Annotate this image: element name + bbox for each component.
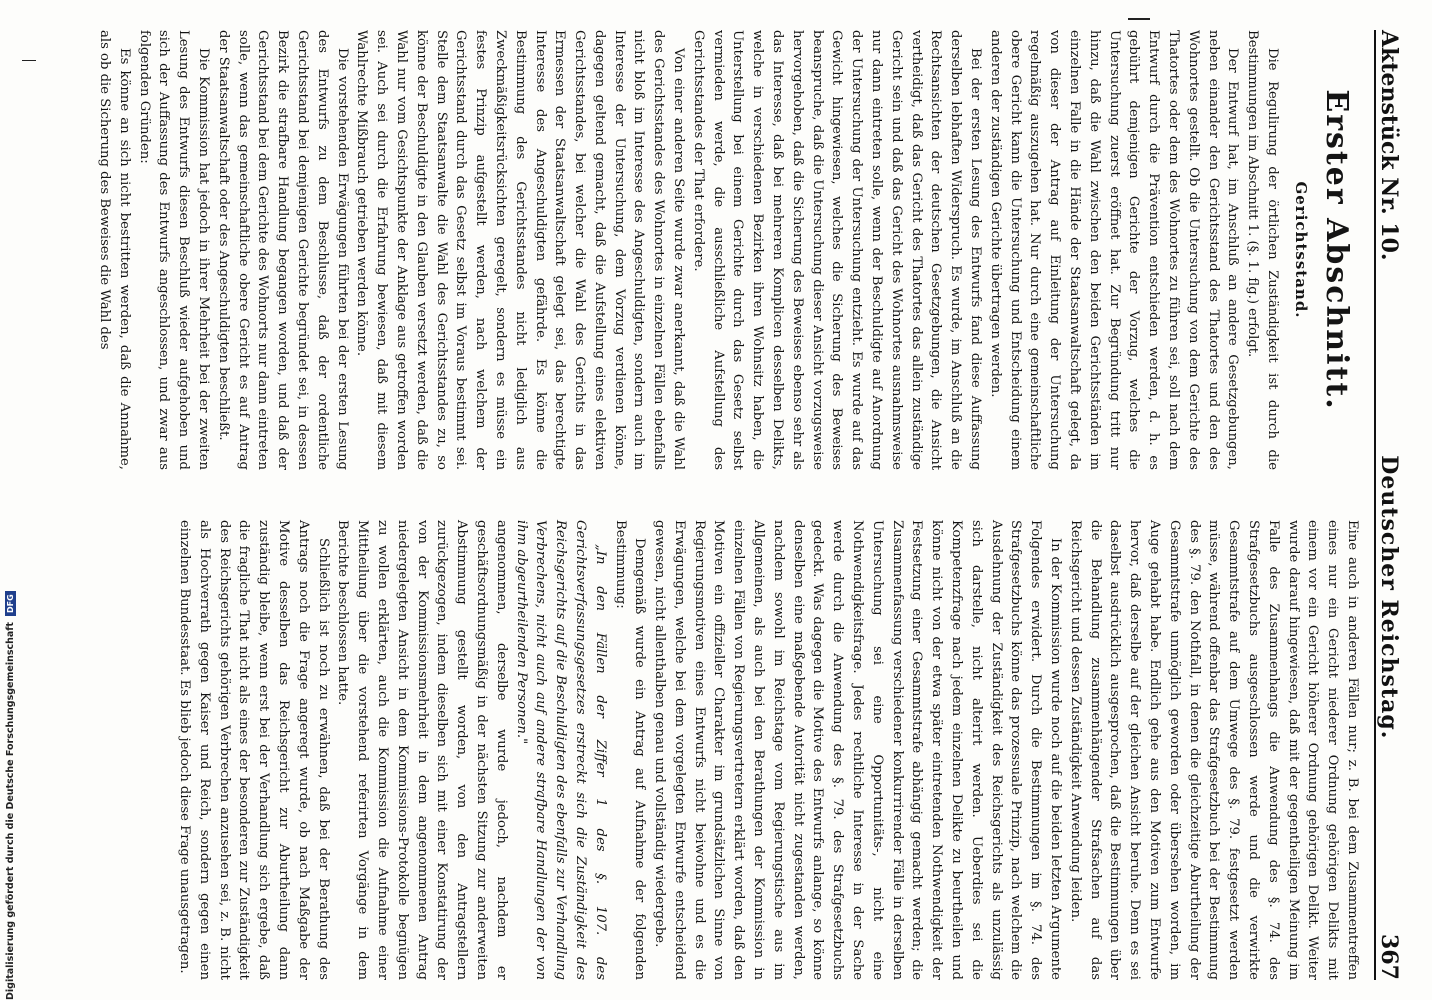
paragraph: Von einer anderen Seite wurde zwar anerkannt, daß die Wahl des Gerichtsstandes des Wohnortes in einzelnen Fällen ebenfalls nicht bloß im Interesse des Angeschuldigten, sondern auch im Interesse der Untersuchung, dem Vorzug verdienen könne, dagegen geltend gemacht, daß die Aufstellung eines elektiven Gerichtsstandes, bei welcher die Wahl des Gerichts in das Ermessen der Staatsanwaltschaft gelegt sei, das berechtigte Interesse des Angeschuldigten gefährde. Es könne die Bestimmung des Gerichtsstandes nicht lediglich aus Zweckmäßigkeitsrücksichten geregelt, sondern es müsse ein festes Prinzip aufgestellt werden, nach welchem der Gerichtsstand durch das Gesetz selbst im Voraus bestimmt sei. Stelle dem Staatsanwalte die Wahl des Gerichtsstandes zu, so könne der Beschuldigte in den Glauben versetzt werden, daß die Wahl nur vom Gesichtspunkte der Anklage aus getroffen worden sei. Auch sei durch die Erfahrung bewiesen, daß mit diesem Wahlrechte Mißbrauch getrieben werden könne. [354, 30, 687, 470]
header-title: Deutscher Reichstag. [1376, 455, 1402, 740]
subheading: Gerichtsstand. [1292, 181, 1310, 319]
attribution-text: Digitalisierung gefördert durch die Deutsche Forschungsgemeinschaft [4, 622, 16, 1000]
paragraph: Eine auch in anderen Fällen nur; z. B. bei dem Zusammentreffen eines nur ein Gericht niederer Ordnung gehörigen Delikts mit einem vor ein Gericht höherer Ordnung gehörigen Delikt. Weiter wurde darauf hingewiesen, daß mit der gegentheiligen Meinung im Falle des Zusammenhangs die Anwendung des §. 74. des Strafgesetzbuchs ausgeschlossen werde und die verwirkte Gesammtstrafe auf dem Umwege des §. 79. festgesetzt werden müsse, während offenbar das Strafgesetzbuch bei der Bestimmung des §. 79. den Nothfall, in denen die gleichzeitige Aburtheilung der Gesammtstrafe unmöglich geworden oder übersehen worden, im Auge gehabt habe. Endlich gehe aus den Motiven zum Entwurfe hervor, daß derselbe auf der gleichen Ansicht beruhe. Denn es sei daselbst ausdrücklich ausgesprochen, daß die Bestimmungen über die Behandlung zusammenhängender Strafsachen auf das Reichsgericht und dessen Zuständigkeit Anwendung leiden. [1067, 520, 1360, 980]
paragraph: Die Kommission hat jedoch in ihrer Mehrheit bei der zweiten Lesung des Entwurfs diesen Beschluß wieder aufgehoben und sich der Auffassung des Entwurfs angeschlossen, und zwar aus folgenden Gründen: [136, 30, 211, 470]
dfg-logo: DFG [5, 591, 16, 616]
document-number: Aktenstück Nr. 10. [1376, 30, 1402, 261]
running-header [1374, 30, 1414, 980]
paragraph: Schließlich ist noch zu erwähnen, daß bei der Berathung des Antrags noch die Frage angeregt wurde, ob nach Maßgabe der Motive desselben das Reichsgericht zur Aburtheilung dann zuständig bleibe, wenn erst bei der Verhandlung sich ergebe, daß die fragliche That nicht als eines der besonderen zur Zuständigkeit des Reichsgerichts gehörigen Verbrechen anzusehen sei, z. B. nicht als Hochverrath gegen Kaiser und Reich, sondern gegen einen einzelnen Bundesstaat. Es blieb jedoch diese Frage unausgetragen. [176, 520, 331, 980]
scan-mark [22, 60, 36, 61]
paragraph: Der Entwurf hat, im Anschluß an andere Gesetzgebungen, neben einander den Gerichtsstand des Thatortes und den des Wohnortes gestellt. Ob die Untersuchung von dem Gerichte des Thatortes oder dem des Wohnortes zu führen sei, soll nach dem Entwurf durch die Prävention entschieden werden, d. h. es gebührt demjenigen Gerichte der Vorzug, welches die Untersuchung zuerst eröffnet hat. Zur Begründung tritt nur hinzu, daß die Wahl zwischen den beiden Gerichtsständen im einzelnen Falle in die Hände der Staatsanwaltschaft gelegt, da von dieser der Antrag auf Einleitung der Untersuchung regelmäßig auszugehen hat. Nur durch eine gemeinschaftliche obere Gericht kann die Untersuchung und Entscheidung einem anderen der zuständigen Gerichte übertragen werden. [987, 30, 1241, 470]
paragraph: In der Kommission wurde noch auf die beiden letzten Argumente Folgendes erwidert. Durch die Bestimmungen im §. 74. des Strafgesetzbuchs könne das prozessuale Prinzip, nach welchem die Ausdehnung der Zuständigkeit des Reichsgerichts als unzulässig sich darstelle, nicht alterirt werden. Ueberdies sei die Kompetenzfrage nach jedem einzelnen Delikte zu beurtheilen und könne nicht von der etwa später eintretenden Nothwendigkeit der Festsetzung einer Gesammtstrafe abhängig gemacht werden; die Zusammenfassung verschiedener konkurrirender Fälle in derselben Untersuchung sei eine Opportunitäts-, nicht eine Nothwendigkeitsfrage. Jedes rechtliche Interesse in der Sache werde durch die Anwendung des §. 79. des Strafgesetzbuchs gedeckt. Was dagegen die Motive des Entwurfs anlange, so könne denselben eine maßgebende Autorität nicht zugestanden werden, nachdem sowohl im Reichstage vom Regierungstische aus im Allgemeinen, als auch bei den Berathungen der Kommission in einzelnen Fällen von Regierungsvertretern erklärt worden, daß den Motiven ein offizieller Charakter im grundsätzlichen Sinne von Regierungsmotiven eines Entwurfs nicht beiwohne und es die Erwägungen, welche bei dem vorgelegten Entwurfe entscheidend gewesen, nicht allenthalben genau und vollständig wiedergebe. [652, 520, 1064, 980]
digitization-attribution [4, 594, 16, 1000]
paragraph: Bei der ersten Lesung des Entwurfs fand diese Auffassung derselben lebhaften Widerspruch. Es wurde, im Anschluß an die Rechtsansichten der deutschen Gesetzgebungen, die Ansicht vertheidigt, daß das Gericht des Thatortes das allein zuständige Gericht sein und daß das Gericht des Wohnortes ausnahmsweise nur dann eintreten solle, wenn der Beschuldigte auf Anordnung der Untersuchung der Untersuchung entzieht. Es wurde auf das Gewicht hingewiesen, welches die Sicherung des Beweises beanspruche, daß die Untersuchung dieser Ansicht vorzugsweise hervorgehoben, daß die Sicherung des Beweises ebenso sehr als das Interesse, daß bei mehreren Komplicen desselben Delikts, welche in verschiedenen Bezirken ihren Wohnsitz haben, die Unterstellung bei einem Gerichte durch das Gesetz selbst vermieden werde, die ausschließliche Aufstellung des Gerichtsstandes der That erfordere. [690, 30, 984, 470]
page-number: 367 [1376, 934, 1402, 980]
paragraph: Die vorstehenden Erwägungen führten bei der ersten Lesung des Entwurfs zu dem Beschlusse, daß der ordentliche Gerichtsstand bei demjenigen Gerichte begründet sei, in dessen Bezirk die strafbare Handlung begangen worden, und daß der Gerichtsstand bei dem Gerichte des Wohnorts nur dann eintreten solle, wenn das gemeinschaftliche obere Gericht es auf Antrag der Staatsanwaltschaft oder des Angeschuldigten beschließt. [215, 30, 350, 470]
scan-mark [1128, 18, 1150, 20]
paragraph: angenommen, derselbe wurde jedoch, nachdem er geschäftsordnungsmäßig in der nächsten Sitzung zur anderweiten Abstimmung gestellt worden, von den Antragstellern zurückgezogen, indem dieselben sich mit einer Konstatirung der von der Kommissionsmehrheit in dem angenommenen Antrag niedergelegten Ansicht in dem Kommissions-Protokolle begnügen zu wollen erklärten, auch die Kommission die Aufnahme einer Mittheilung über die vorstehend referirten Vorgänge in dem Berichte beschlossen hatte. [335, 520, 509, 980]
right-column [127, 520, 1362, 980]
quoted-provision: „In den Fällen der Ziffer 1 des §. 107. des Gerichtsverfassungsgesetzes erstreckt sich die Zuständigkeit des Reichsgerichts auf die Beschuldigten des ebenfalls zur Verhandlung Verbrechens, nicht auch auf andere strafbare Handlungen der von ihm abgeurtheilenden Personen." [513, 520, 608, 980]
paragraph: Demgemäß wurde ein Antrag auf Aufnahme der folgenden Bestimmung: [612, 520, 648, 980]
paragraph: Es könne an sich nicht bestritten werden, daß die Annahme, als ob die Sicherung des Beweises die Wahl des [96, 30, 132, 470]
section-title: Erster Abschnitt. [1319, 89, 1354, 411]
paragraph: Die Regulirung der örtlichen Zuständigkeit ist durch die Bestimmungen im Abschnitt 1. (§. 1. flg.) erfolgt. [1245, 30, 1280, 470]
left-column [96, 30, 1362, 470]
